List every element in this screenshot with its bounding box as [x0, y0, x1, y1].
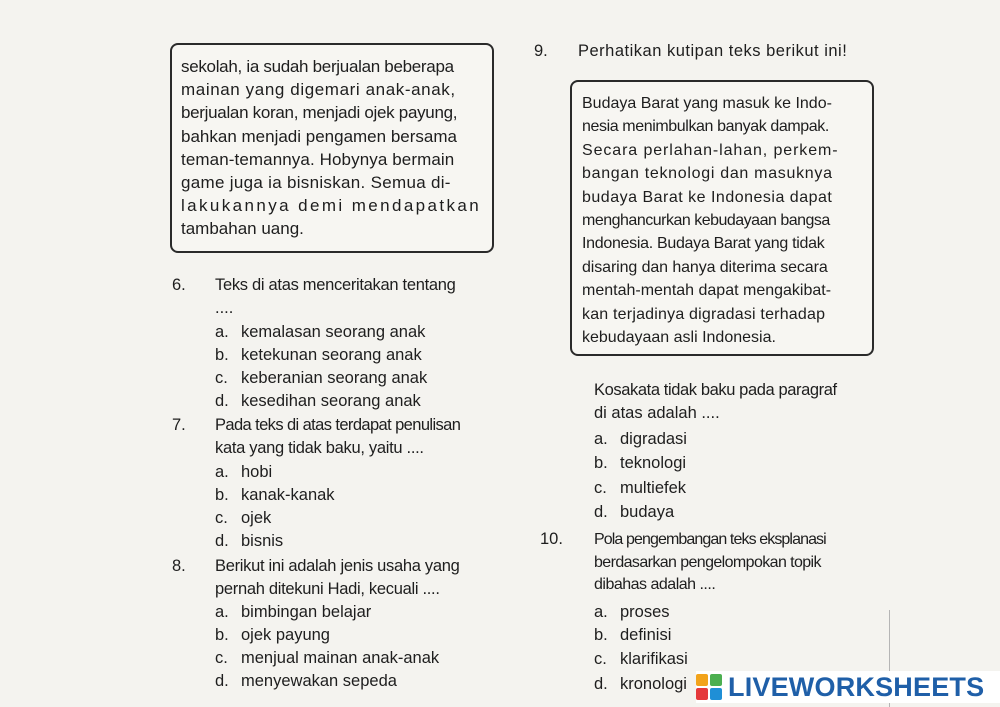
question-8-option-c[interactable] — [215, 647, 439, 669]
quote-line: nesia menimbulkan banyak dampak. — [582, 118, 829, 136]
question-9-number: 9. — [534, 42, 548, 60]
logo-square — [710, 674, 722, 686]
option-text: teknologi — [620, 454, 687, 472]
passage-line: mainan yang digemari anak-anak, — [181, 80, 456, 100]
option-letter: a. — [594, 430, 608, 448]
quote-line: Secara perlahan-lahan, perkem- — [582, 141, 839, 159]
option-letter: d. — [594, 675, 608, 693]
option-text: klarifikasi — [620, 650, 688, 668]
option-text: menyewakan sepeda — [241, 672, 397, 690]
question-10-text — [594, 529, 826, 597]
option-text: proses — [620, 603, 670, 621]
question-9-intro: Perhatikan kutipan teks berikut ini! — [578, 42, 848, 60]
question-line: Kosakata tidak baku pada paragraf — [594, 381, 837, 399]
question-line: berdasarkan pengelompokan topik — [594, 553, 821, 571]
question-10-option-d[interactable] — [594, 673, 687, 695]
question-8-option-d[interactable] — [215, 670, 397, 692]
liveworksheets-watermark — [696, 671, 1000, 703]
option-letter: c. — [594, 650, 607, 668]
option-letter: a. — [215, 603, 229, 621]
quote-line: kebudayaan asli Indonesia. — [582, 329, 776, 347]
option-letter: b. — [594, 626, 608, 644]
question-line: di atas adalah .... — [594, 403, 720, 422]
question-line: Teks di atas menceritakan tentang — [215, 276, 456, 294]
option-letter: a. — [594, 603, 608, 621]
passage-line: tambahan uang. — [181, 219, 304, 239]
question-9-option-c[interactable] — [594, 477, 686, 499]
option-letter: d. — [215, 672, 229, 690]
option-text: ketekunan seorang anak — [241, 346, 422, 364]
question-line: Pada teks di atas terdapat penulisan — [215, 416, 461, 434]
logo-square — [710, 688, 722, 700]
passage-line: game juga ia bisniskan. Semua di- — [181, 173, 451, 193]
option-letter: b. — [215, 626, 229, 644]
option-text: kanak-kanak — [241, 486, 335, 504]
option-text: menjual mainan anak-anak — [241, 649, 440, 667]
question-line: .... — [215, 298, 234, 317]
quote-line: bangan teknologi dan masuknya — [582, 165, 833, 183]
quote-line: budaya Barat ke Indonesia dapat — [582, 188, 833, 206]
option-letter: d. — [594, 503, 608, 521]
quote-line: mentah-mentah dapat mengakibat- — [582, 282, 832, 300]
passage-line: lakukannya demi mendapatkan — [181, 196, 482, 216]
quote-line: disaring dan hanya diterima secara — [582, 258, 828, 276]
question-9-option-d[interactable] — [594, 501, 674, 523]
question-6-number: 6. — [172, 276, 186, 294]
question-6-option-c[interactable] — [215, 367, 427, 389]
quote-line: kan terjadinya digradasi terhadap — [582, 305, 826, 323]
option-text: kesedihan seorang anak — [241, 392, 421, 410]
question-9-option-b[interactable] — [594, 452, 686, 474]
question-line: kata yang tidak baku, yaitu .... — [215, 438, 424, 457]
option-letter: c. — [215, 369, 228, 387]
question-7-number: 7. — [172, 416, 186, 434]
logo-square — [696, 674, 708, 686]
passage-line: sekolah, ia sudah berjualan beberapa — [181, 57, 454, 76]
option-letter: c. — [594, 479, 607, 497]
question-6-option-b[interactable] — [215, 344, 422, 366]
passage-line: berjualan koran, menjadi ojek payung, — [181, 103, 458, 123]
option-letter: c. — [215, 509, 228, 527]
question-6-text — [215, 274, 456, 319]
option-text: kronologi — [620, 675, 687, 693]
option-text: budaya — [620, 503, 675, 521]
question-8-text — [215, 555, 460, 600]
option-text: digradasi — [620, 430, 687, 448]
question-9-option-a[interactable] — [594, 428, 687, 450]
passage-line: bahkan menjadi pengamen bersama — [181, 126, 457, 146]
option-letter: a. — [215, 463, 229, 481]
question-7-option-b[interactable] — [215, 484, 335, 506]
question-7-option-d[interactable] — [215, 530, 283, 552]
option-letter: a. — [215, 323, 229, 341]
question-10-option-b[interactable] — [594, 624, 671, 646]
question-10-option-a[interactable] — [594, 601, 670, 623]
passage-line: teman-temannya. Hobynya bermain — [181, 149, 455, 169]
question-8-number: 8. — [172, 557, 186, 575]
quote-box — [570, 80, 874, 356]
question-9-text — [594, 379, 837, 424]
option-letter: d. — [215, 392, 229, 410]
question-line: dibahas adalah .... — [594, 576, 716, 593]
option-text: multiefek — [620, 479, 687, 497]
watermark-text: LIVEWORKSHEETS — [728, 671, 985, 702]
option-text: hobi — [241, 463, 273, 481]
option-letter: d. — [215, 532, 229, 550]
logo-square — [696, 688, 708, 700]
question-7-option-c[interactable] — [215, 507, 271, 529]
question-6-option-a[interactable] — [215, 321, 425, 343]
question-7-option-a[interactable] — [215, 461, 272, 483]
question-7-text — [215, 414, 460, 459]
option-text: definisi — [620, 626, 672, 644]
question-10-option-c[interactable] — [594, 648, 688, 670]
option-text: ojek payung — [241, 626, 330, 644]
question-6-option-d[interactable] — [215, 390, 421, 412]
option-text: bisnis — [241, 532, 284, 550]
question-8-option-a[interactable] — [215, 601, 371, 623]
option-letter: b. — [594, 454, 608, 472]
quote-line: Budaya Barat yang masuk ke Indo- — [582, 95, 832, 112]
question-10-number: 10. — [540, 530, 563, 548]
passage-box — [170, 43, 494, 253]
quote-line: Indonesia. Budaya Barat yang tidak — [582, 235, 825, 253]
option-text: ojek — [241, 509, 272, 527]
option-text: keberanian seorang anak — [241, 369, 428, 387]
question-line: Pola pengembangan teks eksplanasi — [594, 531, 826, 548]
option-letter: b. — [215, 486, 229, 504]
quote-line: menghancurkan kebudayaan bangsa — [582, 212, 830, 230]
option-letter: c. — [215, 649, 228, 667]
question-8-option-b[interactable] — [215, 624, 330, 646]
option-text: kemalasan seorang anak — [241, 323, 426, 341]
question-line: pernah ditekuni Hadi, kecuali .... — [215, 579, 440, 598]
liveworksheets-logo-icon — [696, 674, 722, 700]
option-letter: b. — [215, 346, 229, 364]
option-text: bimbingan belajar — [241, 603, 372, 621]
question-line: Berikut ini adalah jenis usaha yang — [215, 557, 460, 575]
